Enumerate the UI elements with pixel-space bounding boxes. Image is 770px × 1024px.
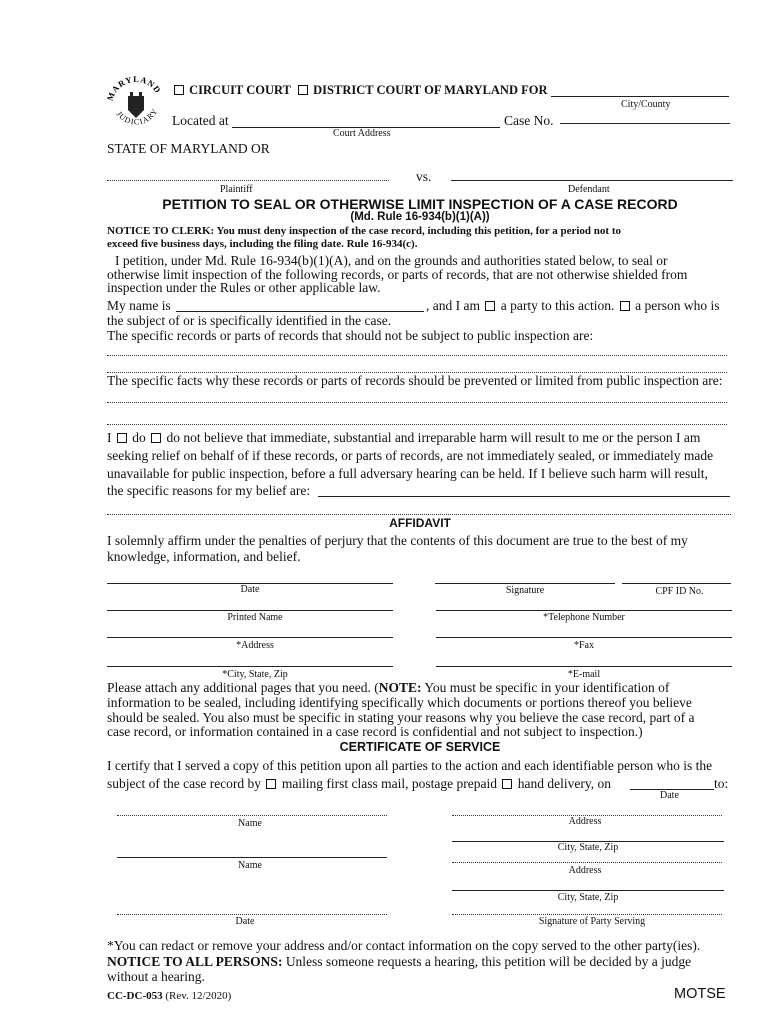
mailing-checkbox[interactable] [266,779,276,789]
court-selection [172,83,547,98]
facts-field-line1[interactable] [107,402,727,403]
address-field[interactable] [107,637,393,638]
served-address2-label: Address [568,865,602,876]
circuit-court-checkbox[interactable] [174,85,184,95]
attach-note-line3: should be sealed. You also must be specific in stating your reasons why you believe the case record, part of a [107,710,695,725]
redact-note: *You can redact or remove your address and/or contact information on the copy served to the other party(ies). [107,938,701,953]
signature-field[interactable] [435,583,615,584]
telephone-label: *Telephone Number [543,612,625,623]
served-csz1-label: City, State, Zip [557,842,619,853]
district-court-checkbox[interactable] [298,85,308,95]
hand-delivery-label: hand delivery, on [517,776,611,791]
attach-note-bold: NOTE: [378,680,422,695]
subject-line: the subject of or is specifically identified in the case. [107,313,392,328]
served-name2-label: Name [238,860,262,871]
to-label: to: [714,776,729,791]
signature-label: Signature [505,585,545,596]
notice-to-all-line1 [107,954,691,970]
hand-delivery-checkbox[interactable] [502,779,512,789]
served-by-label: subject of the case record by [107,776,262,791]
records-field-line1[interactable] [107,355,727,356]
harm-i: I [107,430,112,445]
form-code: MOTSE [674,986,726,1002]
city-county-label: City/County [621,99,671,110]
maryland-judiciary-seal [104,72,168,136]
served-address1-label: Address [568,816,602,827]
page-title: PETITION TO SEAL OR OTHERWISE LIMIT INSPECTION OF A CASE RECORD [162,196,678,212]
harm-rest1: do not believe that immediate, substantial and irreparable harm will result to me or the person I am [166,430,701,445]
form-number [107,990,231,1002]
defendant-field[interactable] [451,180,733,181]
served-address2-field[interactable] [452,862,722,863]
attach-note-line4: case record, or information contained in a case record is confidential and not subject to inspection.) [107,724,643,739]
records-prompt: The specific records or parts of records that should not be subject to public inspection are: [107,328,594,343]
affidavit-line1: I solemnly affirm under the penalties of perjury that the contents of this document are true to the best of my [107,533,688,548]
facts-field-line2[interactable] [107,424,727,425]
attach-note-post: You must be specific in your identification of [421,680,670,695]
affidavit-heading: AFFIDAVIT [389,516,451,530]
served-name1-label: Name [238,818,262,829]
court-address-label: Court Address [333,128,391,139]
party-label: a party to this action. [500,298,615,313]
served-name1-field[interactable] [117,815,387,816]
party-checkbox[interactable] [485,301,495,311]
party-serving-signature-field[interactable] [452,914,722,915]
notice-to-clerk-line2: exceed five business days, including the filing date. Rule 16-934(c). [107,238,418,250]
cpf-id-label: CPF ID No. [655,586,704,597]
petition-line2: otherwise limit inspection of the following records, or parts of records, that are not otherwise shielded from [107,267,688,282]
plaintiff-label: Plaintiff [220,184,253,195]
located-at-label: Located at [172,113,229,128]
svg-text:JUDICIARY: JUDICIARY [114,106,160,127]
harm-reasons-field-line2[interactable] [107,514,731,515]
city-county-field[interactable] [551,96,729,97]
city-state-zip-field[interactable] [107,666,393,667]
attach-note-line2: information to be sealed, including identifying specifically which documents or portions thereof you believe [107,695,692,710]
do-not-believe-checkbox[interactable] [151,433,161,443]
affidavit-date-label: Date [240,584,260,595]
harm-line4: the specific reasons for my belief are: [107,483,311,498]
service-date2-field[interactable] [117,914,387,915]
svg-text:MARYLAND: MARYLAND [104,73,164,103]
attach-note-pre: Please attach any additional pages that you need. ( [107,680,379,695]
district-court-label: DISTRICT COURT OF MARYLAND FOR [313,83,548,97]
case-no-field[interactable] [560,123,730,124]
rule-reference: (Md. Rule 16-934(b)(1)(A)) [350,211,490,223]
notice-to-all-bold: NOTICE TO ALL PERSONS: [107,954,283,969]
plaintiff-field[interactable] [107,180,389,181]
city-state-zip-label: *City, State, Zip [222,669,288,680]
mailing-label: mailing first class mail, postage prepaid [281,776,498,791]
party-status [426,298,719,314]
certificate-heading: CERTIFICATE OF SERVICE [339,740,501,754]
service-date-label: Date [660,790,679,801]
form-id: CC-DC-053 [107,990,163,1002]
harm-line2: seeking relief on behalf of if these records, or parts of records, are not immediately sealed, or immediately made [107,448,714,463]
certificate-line2 [107,776,611,792]
served-name2-field[interactable] [117,857,387,858]
printed-name-field[interactable] [107,610,393,611]
address-label: *Address [236,640,274,651]
facts-prompt: The specific facts why these records or parts of records should be prevented or limited from public inspection are: [107,373,723,388]
certificate-line1: I certify that I served a copy of this petition upon all parties to the action and each identifiable person who is the [107,758,713,773]
notice-to-all-rest: Unless someone requests a hearing, this petition will be decided by a judge [282,954,692,969]
served-csz2-label: City, State, Zip [557,892,619,903]
harm-line3: unavailable for public inspection, before a full adversary hearing can be held. If I believe such harm will result, [107,466,708,481]
and-i-am-label: , and I am [426,298,480,313]
notice-to-clerk-line1: NOTICE TO CLERK: You must deny inspection of the case record, including this petition, for a period not to [107,225,621,237]
do-believe-checkbox[interactable] [117,433,127,443]
petition-line1: I petition, under Md. Rule 16-934(b)(1)(A), and on the grounds and authorities stated below, to seal or [115,253,668,268]
do-label: do [132,430,146,445]
petition-line3: inspection under the Rules or other applicable law. [107,280,381,295]
my-name-is-label: My name is [107,298,171,313]
cpf-id-field[interactable] [622,583,731,584]
served-csz2-field[interactable] [452,890,724,891]
printed-name-label: Printed Name [227,612,283,623]
telephone-field[interactable] [436,610,732,611]
fax-label: *Fax [574,640,594,651]
form-revision: (Rev. 12/2020) [165,990,232,1002]
affidavit-line2: knowledge, information, and belief. [107,549,301,564]
email-field[interactable] [436,666,732,667]
attach-note-line1 [107,680,669,696]
email-label: *E-mail [567,669,601,680]
person-who-is-label: a person who is [635,298,720,313]
fax-field[interactable] [436,637,732,638]
harm-reasons-field[interactable] [318,496,730,497]
party-serving-signature-label: Signature of Party Serving [538,916,646,927]
harm-line1 [107,430,700,446]
case-no-label: Case No. [504,113,554,128]
service-date2-label: Date [235,916,255,927]
notice-to-all-line2: without a hearing. [107,969,205,984]
my-name-field[interactable] [176,311,424,312]
defendant-label: Defendant [568,184,610,195]
person-subject-checkbox[interactable] [620,301,630,311]
state-of-maryland-or: STATE OF MARYLAND OR [107,141,270,156]
circuit-court-label: CIRCUIT COURT [189,83,291,97]
vs-label: vs. [416,169,432,184]
